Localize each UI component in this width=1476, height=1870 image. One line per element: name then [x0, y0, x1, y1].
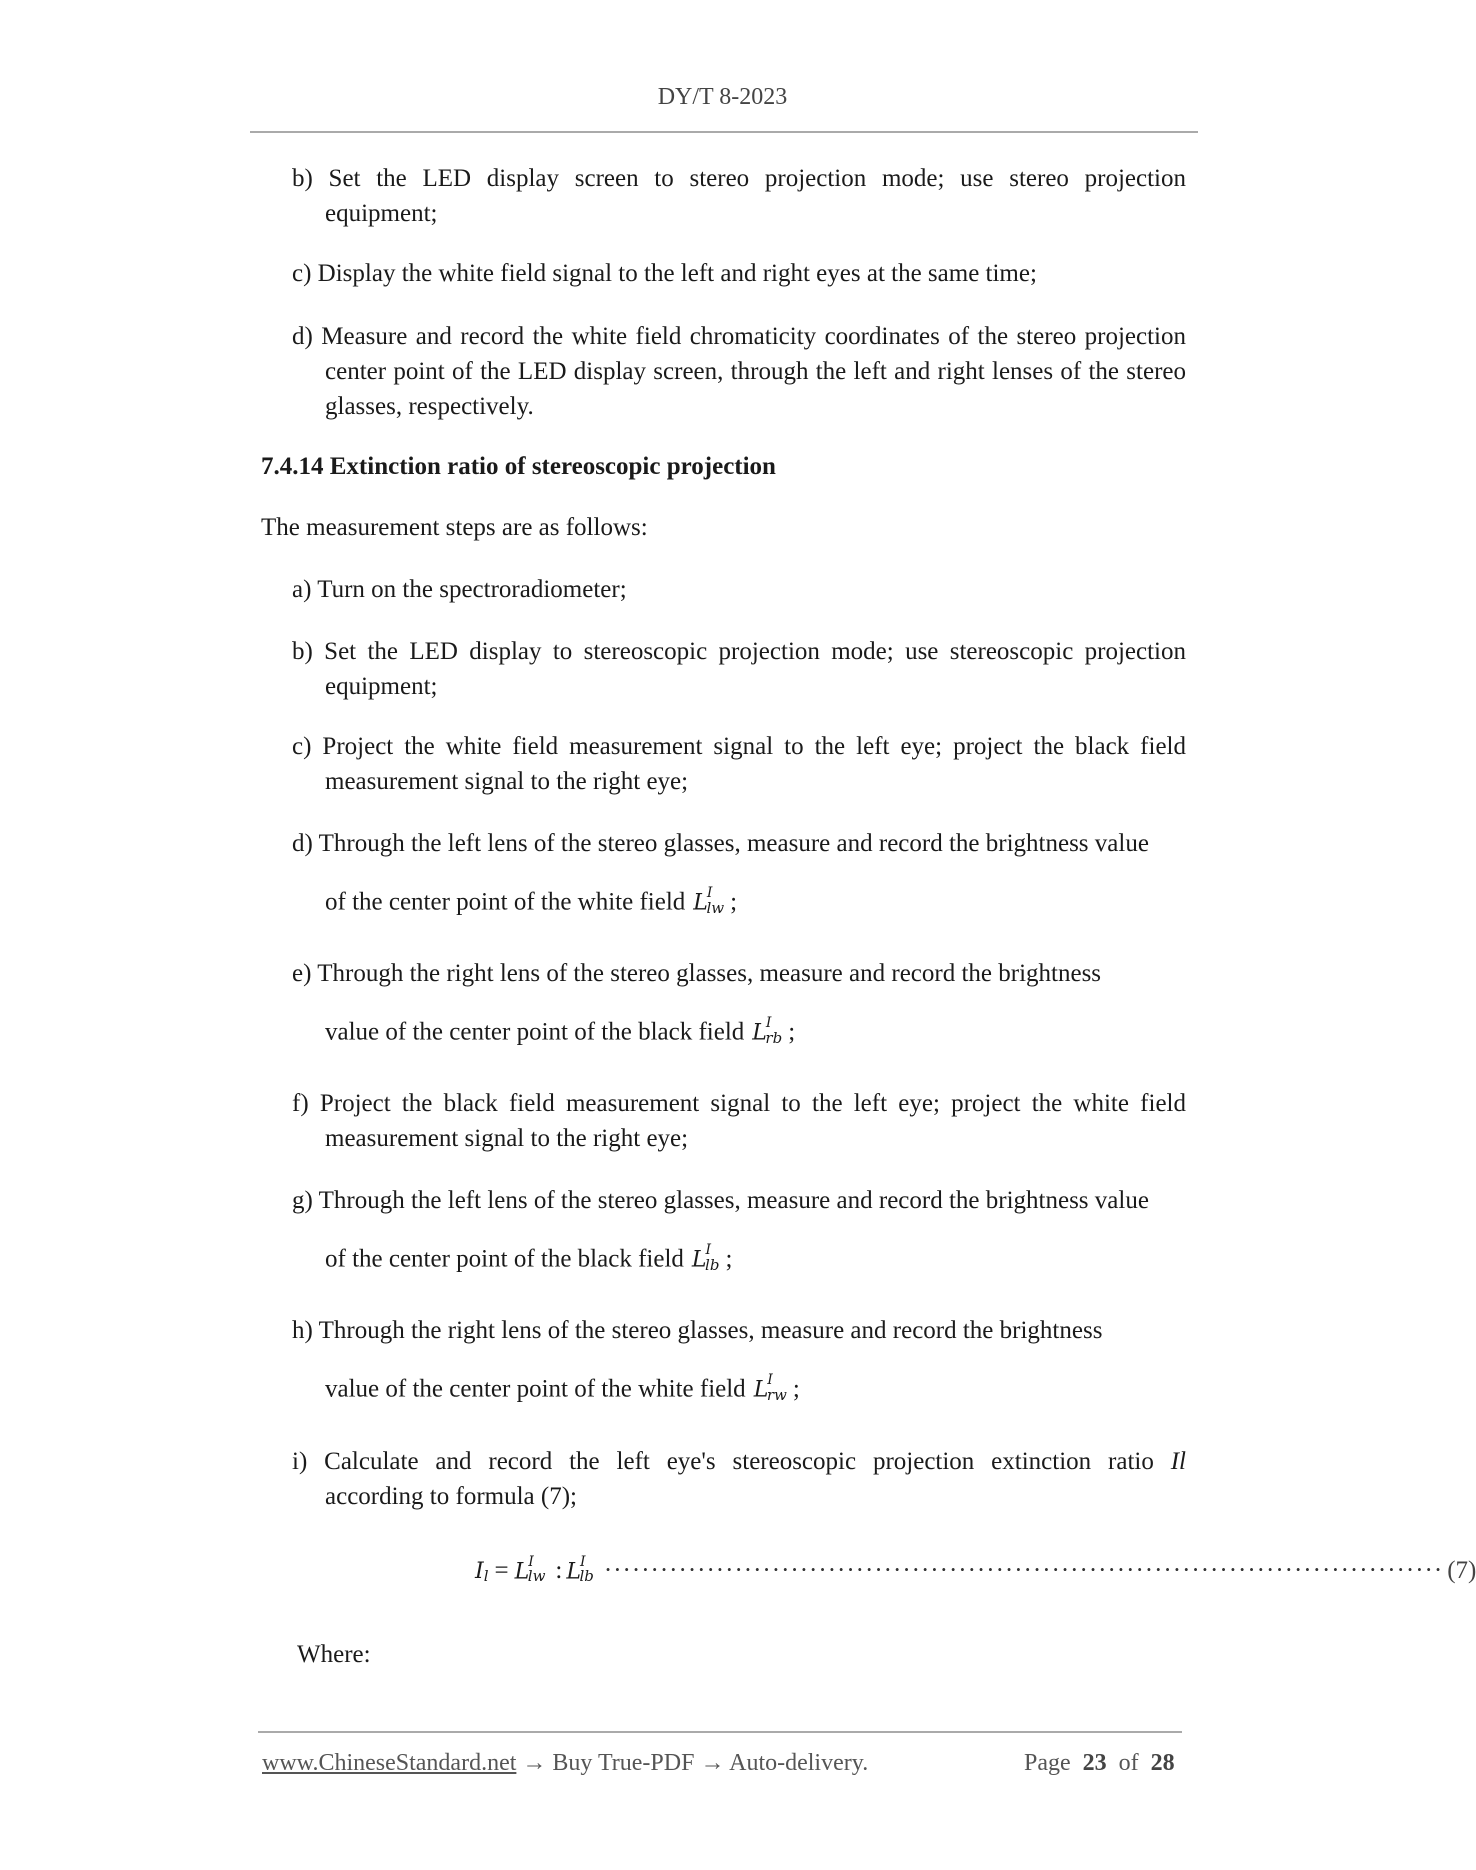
step-e-line1: e) Through the right lens of the stereo glasses, measure and record the brightness [292, 960, 1102, 987]
prev-item-b: b) Set the LED display screen to stereo projection mode; use stereo projection equipment; [292, 165, 1186, 227]
footer-promo [262, 1750, 868, 1777]
symbol-Il: Il [1170, 1448, 1186, 1475]
formula-colon: : [555, 1557, 563, 1584]
step-e-text: value of the center point of the black field [325, 1018, 745, 1046]
page-number: 23 [1082, 1750, 1107, 1776]
symbol-L-rb: $L^I_{rb}$ [752, 1015, 783, 1047]
formula-number: (7) [1447, 1557, 1476, 1584]
formula-7 [475, 1553, 1476, 1587]
header-rule [250, 131, 1198, 133]
step-i-line1: i) Calculate and record the left eye's stereoscopic projection extinction ratio Il [292, 1448, 1186, 1475]
footer-promo-text: → Buy True-PDF → Auto-delivery. [516, 1750, 869, 1776]
footer-rule [258, 1731, 1182, 1733]
page-indicator: Page 23 of 28 [1024, 1750, 1175, 1776]
step-g-line1: g) Through the left lens of the stereo glasses, measure and record the brightness value [292, 1187, 1149, 1214]
formula-L-lb: $L^I_{lb}$ [566, 1553, 594, 1586]
step-c: c) Project the white field measurement signal to the left eye; project the black field measurement signal to the right eye; [292, 733, 1186, 795]
step-f: f) Project the black field measurement signal to the left eye; project the white field measurement signal to the right eye; [292, 1090, 1186, 1152]
step-g-line2: of the center point of the black field $L^I_{lb}$ ; [325, 1237, 1186, 1285]
formula-lhs: $I_l$ [475, 1559, 489, 1586]
page-total: 28 [1150, 1750, 1175, 1776]
where-label: Where: [297, 1641, 371, 1668]
step-g-text: of the center point of the black field [325, 1245, 684, 1273]
step-d-line1: d) Through the left lens of the stereo glasses, measure and record the brightness value [292, 830, 1149, 857]
step-a: a) Turn on the spectroradiometer; [292, 576, 627, 603]
step-h-text: value of the center point of the white field [325, 1375, 746, 1403]
symbol-L-lw: $L^I_{lw}$ [693, 885, 725, 917]
intro-text: The measurement steps are as follows: [261, 514, 648, 541]
website-link[interactable]: www.ChineseStandard.net [262, 1750, 517, 1776]
document-id-header: DY/T 8-2023 [657, 84, 788, 110]
step-h-line2: value of the center point of the white field $L^I_{rw}$ ; [325, 1367, 1186, 1415]
step-e-line2: value of the center point of the black field $L^I_{rb}$ ; [325, 1010, 1186, 1058]
formula-equals: = [494, 1557, 509, 1584]
step-d-line2: of the center point of the white field $L^I_{lw}$ ; [325, 880, 1186, 928]
step-b: b) Set the LED display to stereoscopic projection mode; use stereoscopic projection equipment; [292, 638, 1186, 700]
formula-L-lw: $L^I_{lw}$ [514, 1553, 546, 1586]
step-h-line1: h) Through the right lens of the stereo glasses, measure and record the brightness [292, 1317, 1103, 1344]
step-i-line2: according to formula (7); [325, 1483, 577, 1510]
step-d-text: of the center point of the white field [325, 888, 686, 916]
section-heading: 7.4.14 Extinction ratio of stereoscopic projection [261, 453, 776, 480]
symbol-L-rw: $L^I_{rw}$ [753, 1372, 787, 1404]
formula-leader-dots: ·························································································· [603, 1557, 1444, 1584]
prev-item-d: d) Measure and record the white field chromaticity coordinates of the stereo projection center point of the LED display screen, through the left and right lenses of the stereo glasses, respectively. [292, 323, 1186, 420]
symbol-L-lb: $L^I_{lb}$ [691, 1242, 720, 1274]
prev-item-c: c) Display the white field signal to the left and right eyes at the same time; [292, 260, 1037, 287]
